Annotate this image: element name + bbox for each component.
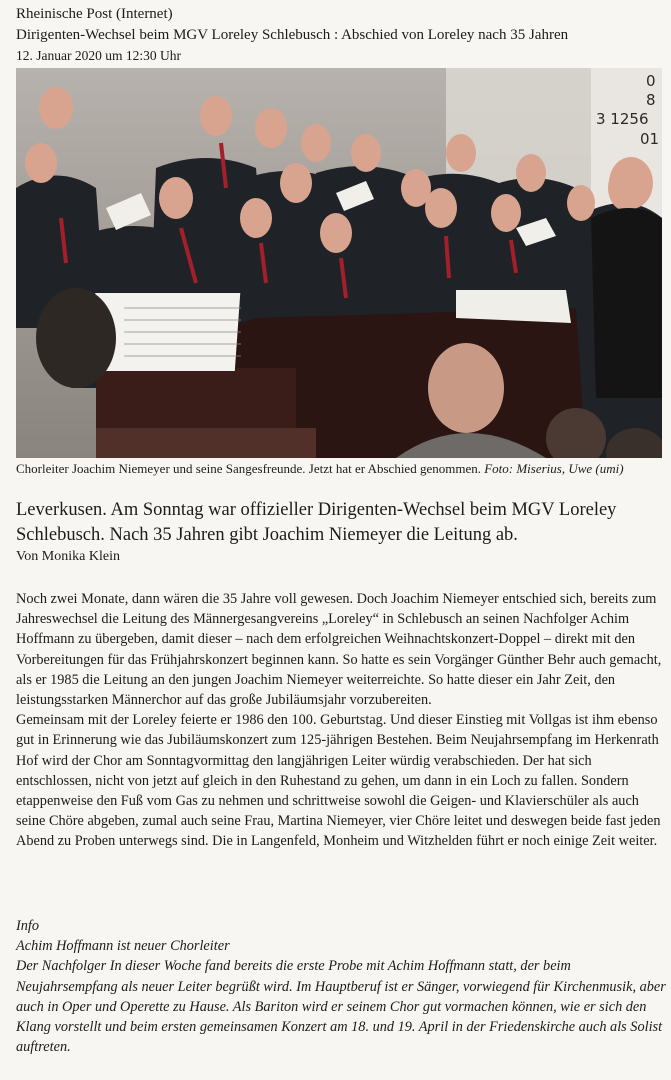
article-lead: Leverkusen. Am Sonntag war offizieller Dirigenten-Wechsel beim MGV Loreley Schlebusch. Nach 35 Jahren gibt Joachim Niemeyer die Leitung ab.: [16, 500, 617, 545]
photo-caption: [16, 460, 664, 477]
body-paragraph: Gemeinsam mit der Loreley feierte er 1986 den 100. Geburtstag. Und dieser Einstieg mit Vollgas ist ihm ebenso gut in Erinnerung wie das Jubiläumskonzert zum 125-jährigen Bestehen. Beim Neujahrsempfang im Herkenrath Hof wird der Chor am Sonntagvormittag den langjährigen Leiter würdig verabschieden. Der hat sich entschlossen, nicht von jetzt auf gleich in den Ruhestand zu gehen, um dann in ein Loch zu fallen. Sondern etappenweise den Fuß vom Gas zu nehmen und schrittweise sowohl die Geigen- und Klavierschüler als auch seine Chöre abgeben, zumal auch seine Frau, Martina Niemeyer, vier Chöre leitet und deswegen beide fast jeden Abend zu Proben unterwegs sind. Die in Langenfeld, Monheim und Witzhelden führt er noch einige Zeit weiter.: [16, 712, 661, 850]
publish-datetime: 12. Januar 2020 um 12:30 Uhr: [16, 48, 181, 63]
info-text: Der Nachfolger In dieser Woche fand bereits die erste Probe mit Achim Hoffmann statt, der beim Neujahrsempfang als neuer Leiter begrüßt wird. Im Hauptberuf ist er Sänger, vorwiegend für Kirchenmusik, aber auch in Oper und Operette zu Hause. Als Bariton wird er seinem Chor gut vormachen können, wie er sich den Klang vorstellt und beim ersten gemeinsamen Konzert am 18. und 19. April in der Friedenskirche auch als Solist auftreten.: [16, 958, 666, 1056]
info-label: Info: [16, 918, 40, 934]
info-title: Achim Hoffmann ist neuer Chorleiter: [16, 938, 230, 955]
board-line: 3 1256: [596, 110, 649, 128]
board-line: 01: [640, 130, 660, 148]
photo-credit: Foto: Miserius, Uwe (umi): [484, 461, 624, 476]
board-line: 8: [646, 91, 656, 109]
article-headline: Dirigenten-Wechsel beim MGV Loreley Schlebusch : Abschied von Loreley nach 35 Jahren: [16, 27, 569, 43]
board-line: 0: [646, 72, 656, 90]
body-paragraph: Noch zwei Monate, dann wären die 35 Jahre voll gewesen. Doch Joachim Niemeyer entschied sich, bereits zum Jahreswechsel die Leitung des Männergesangvereins „Loreley“ in Schlebusch an seinen Nachfolger Achim Hoffmann zu übergeben, damit dieser – nach dem erfolgreichen Weihnachtskonzert-Doppel – direkt mit den Vorbereitungen für das Frühjahrskonzert beginnen kann. So hatte es sein Vorgänger Günther Behr auch gemacht, als er 1985 die Leitung an den jungen Joachim Niemeyer weiterreichte. So hatte dieser ein Jahr Zeit, den leistungsstarken Männerchor auf das große Jubiläumsjahr vorzubereiten.: [16, 591, 662, 709]
info-box: [16, 916, 666, 1057]
publication-name: Rheinische Post (Internet): [16, 6, 173, 22]
article-author: Von Monika Klein: [16, 549, 120, 564]
choir-photo: [16, 68, 662, 458]
caption-text: Chorleiter Joachim Niemeyer und seine Sangesfreunde. Jetzt hat er Abschied genommen.: [16, 461, 481, 476]
article-body: [16, 589, 668, 852]
